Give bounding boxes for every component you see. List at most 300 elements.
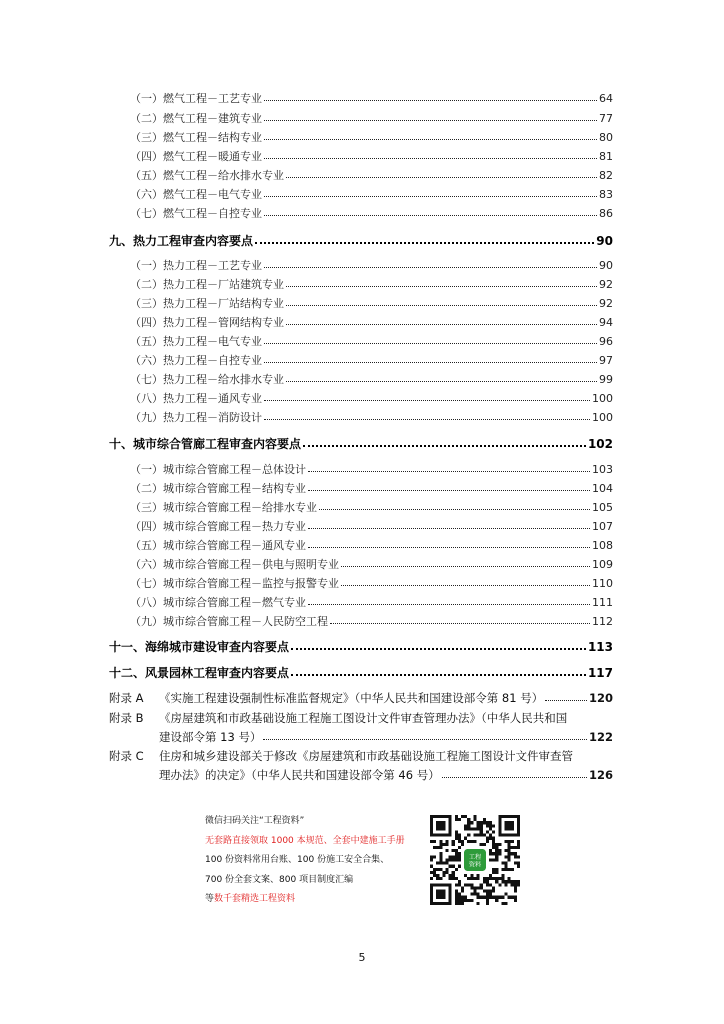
qr-module (458, 855, 461, 858)
qr-module (492, 840, 495, 843)
appendix-title-line2: 建设部令第 13 号） (159, 730, 262, 744)
dot-leader (286, 315, 597, 325)
qr-module (458, 899, 461, 902)
qr-module (433, 846, 436, 849)
qr-module (501, 877, 504, 880)
toc-entry-page: 111 (592, 596, 613, 609)
qr-module (452, 871, 455, 874)
qr-module (495, 852, 498, 855)
toc-entry-heat-9[interactable] (130, 409, 613, 425)
qr-module (511, 852, 514, 855)
toc-entry-label: （一）燃气工程－工艺专业 (130, 92, 262, 105)
qr-module (511, 883, 514, 886)
toc-entry-corridor-5[interactable] (130, 537, 613, 553)
qr-module (449, 865, 452, 868)
qr-module (467, 824, 470, 827)
qr-module (486, 821, 489, 824)
qr-module (498, 877, 501, 880)
toc-entry-gas-3[interactable] (130, 129, 613, 145)
qr-module (467, 877, 470, 880)
qr-module (461, 886, 464, 889)
qr-module (455, 818, 458, 821)
qr-module (464, 899, 467, 902)
qr-module (470, 886, 473, 889)
qr-module (517, 855, 520, 858)
dot-leader (264, 91, 597, 101)
qr-module (483, 843, 486, 846)
qr-module (467, 821, 470, 824)
qr-module (433, 871, 436, 874)
qr-module (442, 871, 445, 874)
promo-line-3: 100 份资料常用台账、100 份施工安全合集、 (205, 855, 390, 865)
promo-text-block (205, 812, 425, 910)
toc-entry-gas-4[interactable] (130, 148, 613, 164)
qr-module (455, 837, 458, 840)
qr-module (467, 840, 470, 843)
toc-entry-label: （七）燃气工程－自控专业 (130, 207, 262, 220)
toc-entry-label: （二）燃气工程－建筑专业 (130, 112, 262, 125)
toc-entry-corridor-6[interactable] (130, 556, 613, 572)
qr-module (458, 818, 461, 821)
qr-module (477, 902, 480, 905)
qr-module (480, 824, 483, 827)
qr-module (458, 846, 461, 849)
qr-module (492, 852, 495, 855)
qr-module (486, 880, 489, 883)
toc-entry-heat-4[interactable] (130, 314, 613, 330)
toc-entry-page: 108 (592, 539, 613, 552)
dot-leader (308, 595, 590, 605)
qr-module (430, 858, 433, 861)
dot-leader (286, 277, 597, 287)
qr-module (455, 858, 458, 861)
dot-leader (264, 410, 590, 420)
toc-entry-page: 96 (599, 335, 613, 348)
toc-entry-gas-6[interactable] (130, 186, 613, 202)
qr-module (495, 858, 498, 861)
qr-module (473, 840, 476, 843)
qr-module (480, 843, 483, 846)
qr-module (477, 874, 480, 877)
toc-section-12[interactable] (109, 664, 613, 681)
qr-module (486, 902, 489, 905)
qr-module (464, 874, 467, 877)
toc-entry-page: 90 (599, 259, 613, 272)
qr-module (501, 896, 504, 899)
qr-module (492, 837, 495, 840)
qr-module (439, 868, 442, 871)
qr-module (486, 840, 489, 843)
toc-section-11[interactable] (109, 638, 613, 655)
toc-entry-corridor-2[interactable] (130, 480, 613, 496)
toc-entry-label: （五）燃气工程－给水排水专业 (130, 169, 284, 182)
qr-module (517, 862, 520, 865)
qr-module (504, 849, 507, 852)
promo-line-2: 无套路直接领取 1000 本规范、全套中建施工手册 (205, 835, 405, 846)
dot-leader (291, 664, 586, 676)
appendix-title-line2: 理办法》的决定》（中华人民共和国建设部令第 46 号） (159, 768, 440, 782)
qr-module (517, 840, 520, 843)
qr-module (433, 855, 436, 858)
qr-module (492, 877, 495, 880)
appendix-tag: 附录 A (109, 691, 144, 705)
qr-module (470, 899, 473, 902)
qr-module (452, 843, 455, 846)
qr-module (514, 899, 517, 902)
appendix-page: 126 (588, 768, 613, 782)
qr-module (455, 883, 458, 886)
toc-entry-gas-7[interactable] (130, 205, 613, 221)
qr-module (461, 899, 464, 902)
qr-module (495, 877, 498, 880)
toc-entry-gas-5[interactable] (130, 167, 613, 183)
toc-entry-page: 80 (599, 131, 613, 144)
toc-entry-heat-3[interactable] (130, 295, 613, 311)
dot-leader (255, 232, 594, 244)
qr-module (470, 893, 473, 896)
qr-module (455, 889, 458, 892)
qr-module (501, 862, 504, 865)
toc-entry-label: （八）城市综合管廊工程－燃气专业 (130, 596, 306, 609)
qr-module (455, 893, 458, 896)
qr-module (480, 834, 483, 837)
qr-module (452, 849, 455, 852)
qr-module (455, 868, 458, 871)
qr-module (477, 877, 480, 880)
qr-module (492, 824, 495, 827)
page-number: 5 (358, 951, 366, 964)
toc-entry-page: 97 (599, 354, 613, 367)
qr-module (430, 877, 433, 880)
toc-appendix-a[interactable] (109, 689, 613, 708)
qr-module (433, 868, 436, 871)
toc-entry-page: 99 (599, 373, 613, 386)
qr-module (480, 821, 483, 824)
qr-module (511, 896, 514, 899)
qr-module (495, 855, 498, 858)
qr-module (430, 840, 433, 843)
toc-entry-heat-6[interactable] (130, 352, 613, 368)
qr-module (464, 827, 467, 830)
qr-module (477, 886, 480, 889)
dot-leader (264, 258, 597, 268)
qr-module (458, 880, 461, 883)
toc-section-label: 十、城市综合管廊工程审查内容要点 (109, 437, 302, 451)
qr-module (449, 855, 452, 858)
qr-module (511, 846, 514, 849)
dot-leader (303, 435, 586, 447)
toc-entry-page: 112 (592, 615, 613, 628)
toc-entry-gas-2[interactable] (130, 110, 613, 126)
qr-module (501, 902, 504, 905)
qr-module (501, 868, 504, 871)
dot-leader (341, 557, 590, 567)
toc-entry-page: 83 (599, 188, 613, 201)
appendix-page: 120 (588, 691, 613, 705)
qr-module (514, 889, 517, 892)
qr-module (517, 846, 520, 849)
qr-module (495, 849, 498, 852)
qr-module (511, 840, 514, 843)
qr-module (483, 889, 486, 892)
qr-module (511, 880, 514, 883)
qr-module (495, 843, 498, 846)
qr-module (436, 846, 439, 849)
qr-module (477, 821, 480, 824)
toc-section-label: 九、热力工程审查内容要点 (109, 234, 254, 248)
qr-module (467, 899, 470, 902)
toc-entry-label: （二）城市综合管廊工程－结构专业 (130, 482, 306, 495)
dot-leader (308, 519, 590, 529)
qr-module (504, 880, 507, 883)
qr-module (449, 877, 452, 880)
qr-module (477, 834, 480, 837)
toc-entry-corridor-8[interactable] (130, 594, 613, 610)
toc-entry-heat-5[interactable] (130, 333, 613, 349)
toc-entry-label: （一）城市综合管廊工程－总体设计 (130, 463, 306, 476)
promo-line-5-prefix: 等 (205, 894, 215, 904)
qr-module (489, 834, 492, 837)
qr-module (442, 843, 445, 846)
qr-module (514, 862, 517, 865)
qr-module (446, 843, 449, 846)
qr-module (439, 877, 442, 880)
qr-module (514, 896, 517, 899)
qr-module (489, 827, 492, 830)
dot-leader (263, 729, 587, 740)
qr-module (483, 896, 486, 899)
qr-module (464, 815, 467, 818)
qr-module (477, 896, 480, 899)
qr-module (464, 837, 467, 840)
qr-badge-text-1: 工程 (468, 854, 482, 862)
qr-module (477, 824, 480, 827)
toc-entry-label: （四）热力工程－管网结构专业 (130, 316, 284, 329)
qr-module (492, 846, 495, 849)
toc-section-label: 十二、风景园林工程审查内容要点 (109, 666, 290, 680)
toc-entry-corridor-4[interactable] (130, 518, 613, 534)
qr-module (483, 880, 486, 883)
qr-module (508, 843, 511, 846)
qr-module (504, 893, 507, 896)
qr-module (467, 818, 470, 821)
qr-module (452, 877, 455, 880)
qr-module (455, 852, 458, 855)
qr-module (467, 827, 470, 830)
qr-module (446, 871, 449, 874)
toc-section-page: 102 (587, 437, 613, 451)
qr-module (461, 843, 464, 846)
toc-entry-corridor-9[interactable] (130, 613, 613, 629)
qr-module (498, 843, 501, 846)
qr-module (517, 880, 520, 883)
qr-module (430, 855, 433, 858)
qr-module (477, 827, 480, 830)
qr-module (514, 883, 517, 886)
dot-leader (442, 767, 587, 778)
qr-module (489, 889, 492, 892)
qr-module (433, 874, 436, 877)
qr-module (504, 865, 507, 868)
qr-module (436, 874, 439, 877)
toc-entry-label: （九）热力工程－消防设计 (130, 411, 262, 424)
toc-entry-page: 94 (599, 316, 613, 329)
qr-module (458, 865, 461, 868)
qr-module (446, 862, 449, 865)
qr-module (430, 865, 433, 868)
qr-code[interactable] (430, 815, 520, 905)
qr-center-badge (464, 849, 486, 871)
qr-module (480, 883, 483, 886)
qr-module (486, 824, 489, 827)
qr-module (452, 865, 455, 868)
qr-module (495, 899, 498, 902)
toc-entry-corridor-7[interactable] (130, 575, 613, 591)
toc-entry-heat-2[interactable] (130, 276, 613, 292)
qr-module (461, 902, 464, 905)
qr-module (504, 868, 507, 871)
qr-module (480, 831, 483, 834)
dot-leader (319, 500, 590, 510)
toc-entry-corridor-3[interactable] (130, 499, 613, 515)
qr-module (489, 824, 492, 827)
qr-module (473, 834, 476, 837)
qr-module (483, 834, 486, 837)
toc-entry-page: 104 (592, 482, 613, 495)
qr-module (458, 902, 461, 905)
toc-entry-label: （六）城市综合管廊工程－供电与照明专业 (130, 558, 339, 571)
qr-badge-text-2: 资料 (468, 861, 482, 869)
qr-module (467, 883, 470, 886)
qr-finder-top-right (498, 815, 520, 837)
toc-entry-label: （六）热力工程－自控专业 (130, 354, 262, 367)
qr-module (473, 889, 476, 892)
qr-module (514, 846, 517, 849)
toc-entry-gas-1[interactable] (130, 90, 613, 106)
toc-entry-page: 110 (592, 577, 613, 590)
qr-module (504, 902, 507, 905)
qr-module (489, 849, 492, 852)
toc-entry-page: 82 (599, 169, 613, 182)
toc-entry-heat-1[interactable] (130, 257, 613, 273)
toc-entry-label: （五）城市综合管廊工程－通风专业 (130, 539, 306, 552)
appendix-title: 《实施工程建设强制性标准监督规定》（中华人民共和国建设部令第 81 号） (159, 691, 544, 705)
qr-module (504, 840, 507, 843)
dot-leader (264, 111, 597, 121)
qr-module (489, 883, 492, 886)
qr-module (464, 896, 467, 899)
qr-module (489, 874, 492, 877)
qr-module (446, 858, 449, 861)
qr-module (492, 886, 495, 889)
qr-module (489, 877, 492, 880)
toc-entry-page: 103 (592, 463, 613, 476)
dot-leader (286, 372, 597, 382)
qr-module (501, 874, 504, 877)
dot-leader (330, 614, 590, 624)
qr-module (430, 871, 433, 874)
toc-appendix-b[interactable] (109, 709, 613, 747)
promo-line-1: 微信扫码关注“工程资料” (205, 816, 305, 826)
qr-module (446, 840, 449, 843)
qr-module (511, 868, 514, 871)
qr-module (489, 852, 492, 855)
qr-module (455, 831, 458, 834)
dot-leader (264, 353, 597, 363)
qr-module (458, 837, 461, 840)
qr-module (455, 855, 458, 858)
qr-module (455, 877, 458, 880)
toc-entry-label: （一）热力工程－工艺专业 (130, 259, 262, 272)
qr-module (449, 874, 452, 877)
appendix-tag: 附录 B (109, 711, 144, 725)
dot-leader (264, 187, 597, 197)
qr-module (470, 877, 473, 880)
toc-entry-corridor-1[interactable] (130, 461, 613, 477)
qr-module (489, 893, 492, 896)
qr-module (470, 883, 473, 886)
toc-section-10[interactable] (109, 435, 613, 452)
toc-entry-page: 100 (592, 392, 613, 405)
qr-module (492, 871, 495, 874)
toc-entry-label: （九）城市综合管廊工程－人民防空工程 (130, 615, 328, 628)
qr-module (439, 862, 442, 865)
qr-module (433, 840, 436, 843)
qr-module (439, 858, 442, 861)
qr-module (517, 865, 520, 868)
qr-module (508, 846, 511, 849)
qr-module (452, 858, 455, 861)
toc-section-label: 十一、海绵城市建设审查内容要点 (109, 640, 290, 654)
qr-module (461, 889, 464, 892)
toc-entry-label: （七）城市综合管廊工程－监控与报警专业 (130, 577, 339, 590)
qr-module (492, 831, 495, 834)
toc-entry-page: 107 (592, 520, 613, 533)
toc-entry-page: 64 (599, 92, 613, 105)
toc-appendix-c[interactable] (109, 747, 613, 785)
qr-module (486, 899, 489, 902)
qr-module (470, 840, 473, 843)
qr-module (473, 815, 476, 818)
qr-module (442, 874, 445, 877)
qr-module (492, 889, 495, 892)
toc-section-9[interactable] (109, 232, 613, 249)
qr-module (467, 834, 470, 837)
qr-module (455, 899, 458, 902)
dot-leader (264, 130, 597, 140)
qr-module (508, 880, 511, 883)
qr-module (455, 834, 458, 837)
qr-module (473, 827, 476, 830)
qr-module (504, 862, 507, 865)
promo-line-5-highlight: 数千套精选工程资料 (214, 894, 296, 904)
toc-entry-heat-7[interactable] (130, 371, 613, 387)
qr-module (439, 852, 442, 855)
dot-leader (308, 481, 590, 491)
qr-module (452, 855, 455, 858)
qr-module (498, 852, 501, 855)
qr-module (495, 846, 498, 849)
qr-module (455, 896, 458, 899)
qr-module (464, 824, 467, 827)
qr-module (458, 840, 461, 843)
qr-module (514, 880, 517, 883)
qr-module (458, 896, 461, 899)
toc-entry-heat-8[interactable] (130, 390, 613, 406)
qr-module (514, 852, 517, 855)
qr-module (455, 815, 458, 818)
toc-section-page: 113 (587, 640, 613, 654)
